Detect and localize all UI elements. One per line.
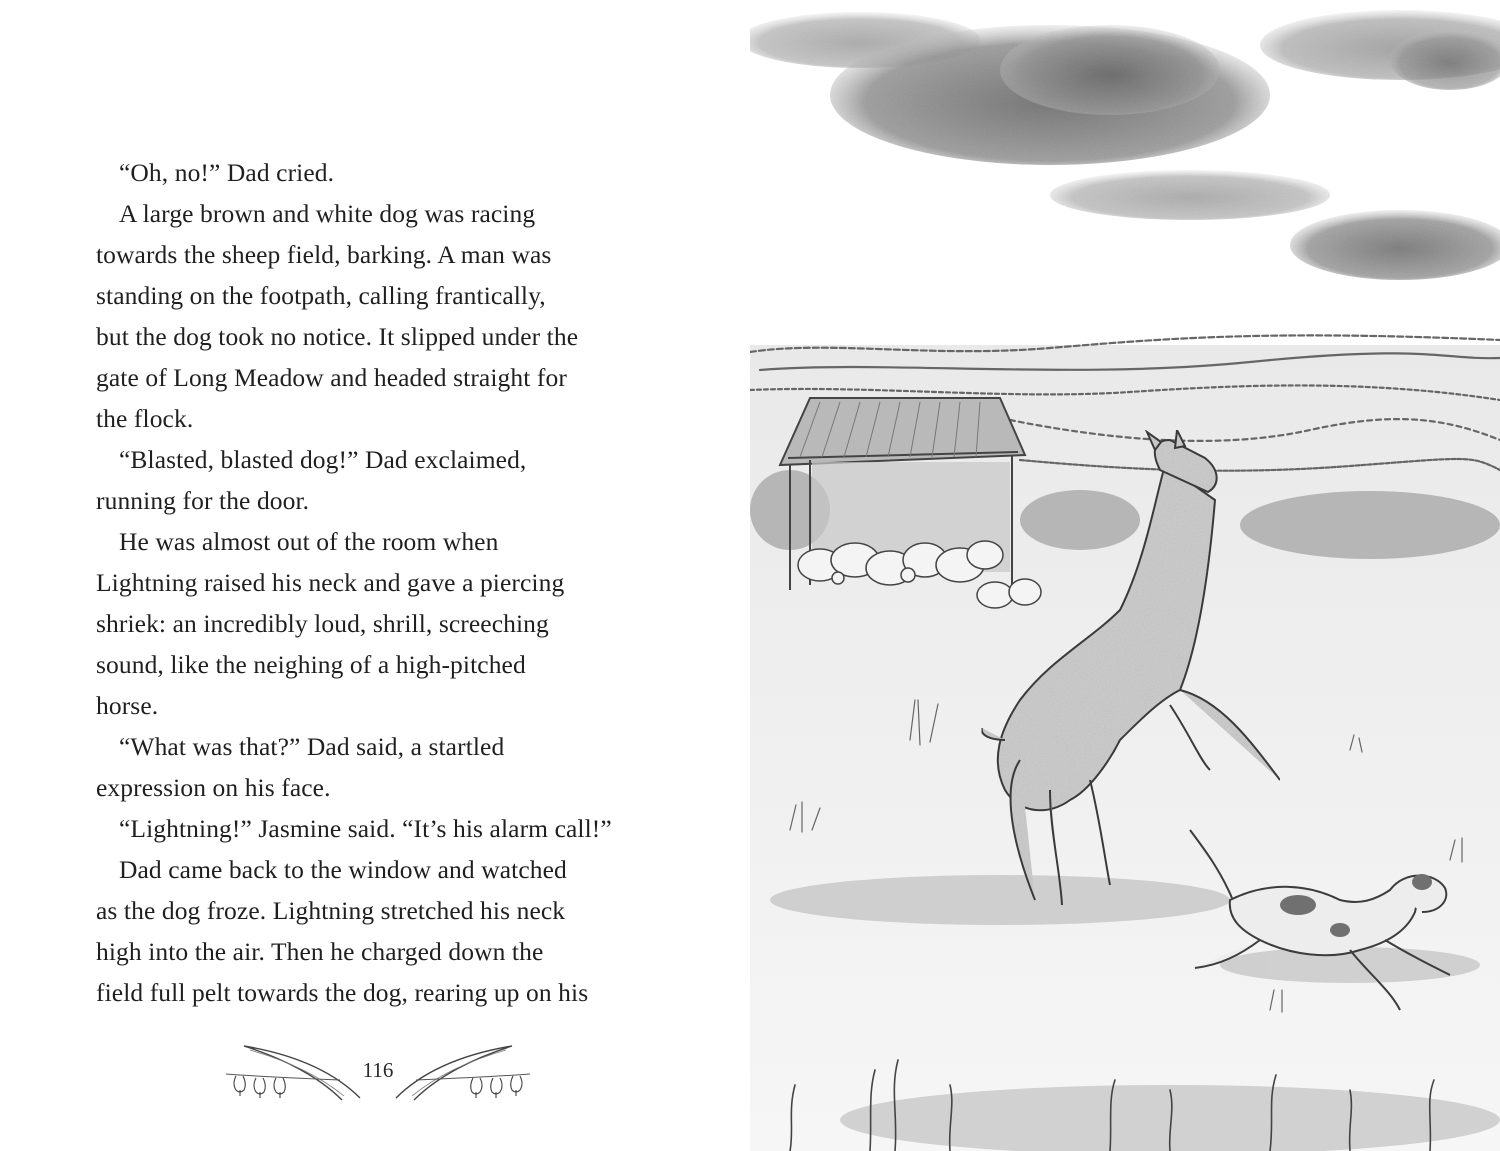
text-line: shriek: an incredibly loud, shrill, screeching [96, 609, 549, 638]
flourish-right-icon [394, 1040, 534, 1110]
text-line: standing on the footpath, calling frantically, [96, 281, 546, 310]
text-line: sound, like the neighing of a high-pitched [96, 650, 526, 679]
page-number: 116 [362, 1058, 394, 1082]
text-line: high into the air. Then he charged down the [96, 937, 544, 966]
text-line: “Oh, no!” Dad cried. [119, 158, 335, 187]
body-text [96, 152, 656, 1013]
text-line: Lightning raised his neck and gave a piercing [96, 568, 565, 597]
cloud-icon [750, 10, 1500, 280]
text-line: but the dog took no notice. It slipped under the [96, 322, 579, 351]
text-line: “Lightning!” Jasmine said. “It’s his alarm call!” [119, 814, 612, 843]
text-line: gate of Long Meadow and headed straight for [96, 363, 567, 392]
text-line: “What was that?” Dad said, a startled [119, 732, 505, 761]
text-line: field full pelt towards the dog, rearing up on his [96, 978, 589, 1007]
illustration-page [750, 0, 1500, 1151]
text-line: horse. [96, 691, 159, 720]
llama-chasing-dog-sketch-icon [750, 0, 1500, 1151]
text-line: Dad came back to the window and watched [119, 855, 567, 884]
text-line: A large brown and white dog was racing [119, 199, 536, 228]
text-line: as the dog froze. Lightning stretched his neck [96, 896, 566, 925]
text-line: running for the door. [96, 486, 310, 515]
text-line: “Blasted, blasted dog!” Dad exclaimed, [119, 445, 527, 474]
text-line: towards the sheep field, barking. A man was [96, 240, 552, 269]
text-line: expression on his face. [96, 773, 331, 802]
text-line: the flock. [96, 404, 194, 433]
page-folio [222, 1040, 534, 1110]
text-line: He was almost out of the room when [119, 527, 499, 556]
